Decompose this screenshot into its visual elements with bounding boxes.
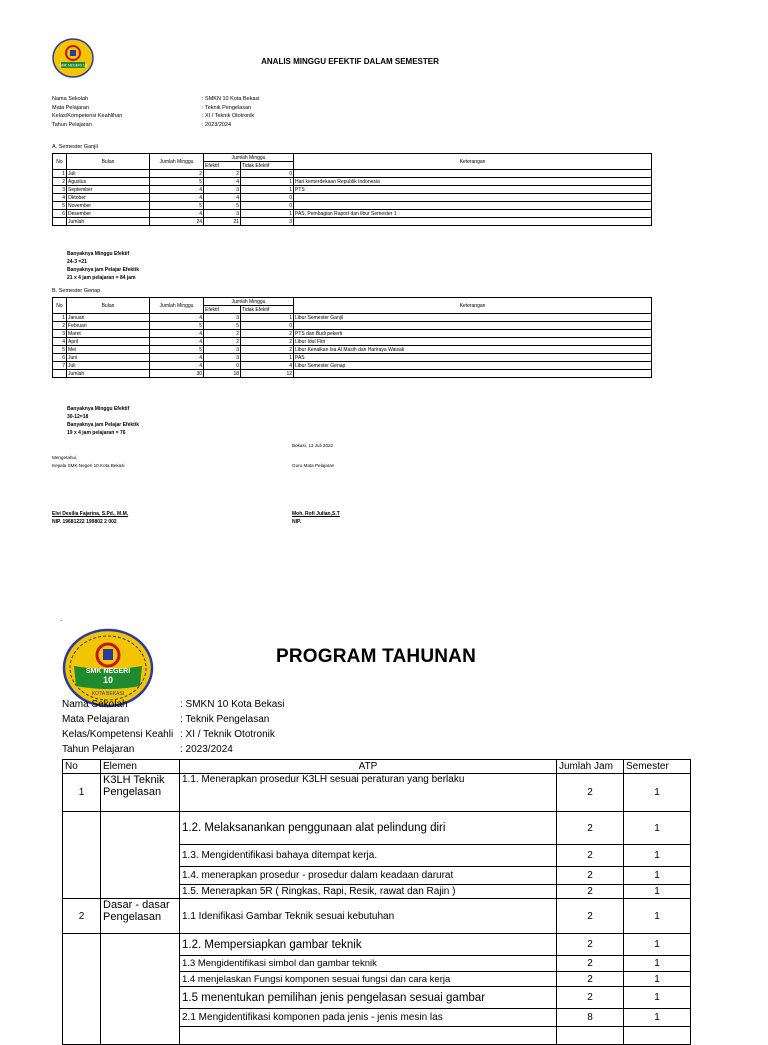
cell: 4 xyxy=(150,314,204,322)
cell: Februari xyxy=(67,322,150,330)
semester-cell: 1 xyxy=(624,885,691,899)
jam-cell: 2 xyxy=(557,972,624,987)
analisis-title: ANALIS MINGGU EFEKTIF DALAM SEMESTER xyxy=(261,57,439,66)
cell: Agustus xyxy=(67,178,150,186)
cell: 1 xyxy=(53,314,67,322)
cell: Libur Kenaikan Isa Al Masih dan Hariraya Waisak xyxy=(294,346,652,354)
semester-genap-table xyxy=(52,297,652,378)
cell: 4 xyxy=(150,186,204,194)
cell: 0 xyxy=(204,362,241,370)
cell: 4 xyxy=(53,194,67,202)
cell: PAS xyxy=(294,354,652,362)
cell: Juli xyxy=(67,362,150,370)
col-header-no: No xyxy=(53,154,67,170)
semester-cell: 1 xyxy=(624,956,691,972)
table-row-total xyxy=(53,370,652,378)
jam-cell: 2 xyxy=(557,987,624,1009)
program-tahunan-table xyxy=(62,759,691,1045)
info-value: : XI / Teknik Ototronik xyxy=(202,113,255,120)
info-label: Mata Pelajaran xyxy=(52,104,89,111)
cell: 2 xyxy=(53,178,67,186)
cell: 0 xyxy=(241,170,294,178)
semester-cell: 1 xyxy=(624,845,691,867)
col-header-jumlah: Jumlah Minggu xyxy=(150,298,204,314)
cell: 5 xyxy=(150,346,204,354)
cell: Mei xyxy=(67,346,150,354)
table-row xyxy=(53,362,652,370)
jam-cell: 8 xyxy=(557,1009,624,1027)
cell: Hari kemerdekaan Republik Indonesia xyxy=(294,178,652,186)
col-header-semester: Semester xyxy=(624,760,691,774)
cell: 0 xyxy=(241,194,294,202)
cell: Libur Semester Ganjil xyxy=(294,314,652,322)
jam-cell: 2 xyxy=(557,845,624,867)
cell: 5 xyxy=(204,322,241,330)
school-info xyxy=(52,95,259,129)
table-row xyxy=(53,186,652,194)
cell: 4 xyxy=(241,362,294,370)
atp-cell: 1.1. Menerapkan prosedur K3LH sesuai peraturan yang berlaku xyxy=(180,774,557,812)
atp-cell: 2.1 Mengidentifikasi komponen pada jenis - jenis mesin las xyxy=(180,1009,557,1027)
semester-ganjil-heading: A. Semester Ganjil xyxy=(52,144,98,150)
cell: Libur Idul Fitri xyxy=(294,338,652,346)
cell: 6 xyxy=(53,354,67,362)
table-row xyxy=(53,338,652,346)
info-value: : SMKN 10 Kota Bekasi xyxy=(180,699,285,710)
semester-cell: 1 xyxy=(624,934,691,956)
info-label: Nama Sekolah xyxy=(52,96,89,102)
info-value: : 2023/2024 xyxy=(180,744,233,755)
col-header-keterangan: Keterangan xyxy=(294,154,652,170)
col-header-elemen: Elemen xyxy=(101,760,180,774)
col-header-bulan: Bulan xyxy=(67,154,150,170)
table-row xyxy=(53,194,652,202)
note-line: Banyaknya Minggu Efektif xyxy=(67,251,130,257)
cell: 4 xyxy=(150,338,204,346)
semester-genap-heading: B. Semester Genap xyxy=(52,288,101,294)
school-logo xyxy=(52,38,94,78)
col-header-keterangan: Keterangan xyxy=(294,298,652,314)
program-tahunan-title: PROGRAM TAHUNAN xyxy=(276,646,477,667)
atp-cell: 1.2. Mempersiapkan gambar teknik xyxy=(180,934,557,956)
cell: 3 xyxy=(53,330,67,338)
atp-cell: 1.3. Mengidentifikasi bahaya ditempat kerja. xyxy=(180,845,557,867)
cell: September xyxy=(67,186,150,194)
info-value: : Teknik Pengelasan xyxy=(180,714,270,725)
col-header-jumlah-jam: Jumlah Jam xyxy=(557,760,624,774)
table-row xyxy=(63,899,691,934)
semester-cell: 1 xyxy=(624,987,691,1009)
logo-line: SMK NEGERI xyxy=(85,668,131,675)
cell: 2 xyxy=(53,322,67,330)
cell: 2 xyxy=(150,170,204,178)
atp-cell: 1.3 Mengidentifikasi simbol dan gambar teknik xyxy=(180,956,557,972)
table-row xyxy=(53,330,652,338)
cell: 21 xyxy=(204,218,241,226)
semester-cell: 1 xyxy=(624,774,691,812)
cell: 4 xyxy=(53,338,67,346)
cell: 4 xyxy=(150,194,204,202)
cell: 2 xyxy=(241,330,294,338)
cell: 3 xyxy=(241,218,294,226)
guru-title: Guru Mata Pelajaran xyxy=(292,463,335,468)
cell: 24 xyxy=(150,218,204,226)
cell: 1 xyxy=(241,186,294,194)
cell: 4 xyxy=(204,194,241,202)
element-no: 1 xyxy=(63,774,101,812)
place-date: Bekasi, 13 Juli 2022 xyxy=(292,443,334,448)
info-value: : 2023/2024 xyxy=(202,121,232,128)
jam-cell: 2 xyxy=(557,934,624,956)
atp-cell: 1.4 menjelaskan Fungsi komponen sesuai fungsi dan cara kerja xyxy=(180,972,557,987)
cell: 1 xyxy=(241,314,294,322)
logo-caption: SMK NEGERI 10 xyxy=(59,63,87,68)
table-row xyxy=(53,170,652,178)
cell: April xyxy=(67,338,150,346)
info-value: : SMKN 10 Kota Bekasi xyxy=(202,96,260,102)
table-row xyxy=(53,178,652,186)
cell: 3 xyxy=(204,210,241,218)
cell: 5 xyxy=(150,322,204,330)
cell: 4 xyxy=(150,354,204,362)
col-header-tidak-efektif: Tidak Efektif xyxy=(241,306,294,314)
semester-cell: 1 xyxy=(624,867,691,885)
atp-cell: 1.5 menentukan pemilihan jenis pengelasan sesuai gambar xyxy=(180,987,557,1009)
element-no-empty xyxy=(63,812,101,899)
table-row-total xyxy=(53,218,652,226)
table-row xyxy=(53,346,652,354)
cell xyxy=(294,194,652,202)
school-info-2 xyxy=(62,697,285,757)
semester-genap-notes xyxy=(67,405,139,437)
guru-nip: NIP. xyxy=(292,519,302,525)
semester-cell: 1 xyxy=(624,899,691,934)
cell: 18 xyxy=(204,370,241,378)
cell xyxy=(53,218,67,226)
cell: 2 xyxy=(204,170,241,178)
info-value: : Teknik Pengelasan xyxy=(202,104,252,111)
note-line: 30-12=18 xyxy=(67,414,89,420)
cell: 4 xyxy=(150,210,204,218)
element-no: 2 xyxy=(63,899,101,934)
jam-cell: 2 xyxy=(557,774,624,812)
guru-name: Moh. Rofi Julian,S.T xyxy=(292,511,340,517)
col-header-tidak-efektif: Tidak Efektif xyxy=(241,162,294,170)
cell: 5 xyxy=(150,202,204,210)
cell: Maret xyxy=(67,330,150,338)
element-name: K3LH Teknik Pengelasan xyxy=(101,774,180,812)
cell: Januari xyxy=(67,314,150,322)
cell xyxy=(294,218,652,226)
cell: 1 xyxy=(241,354,294,362)
col-header-atp: ATP xyxy=(180,760,557,774)
jam-cell: 2 xyxy=(557,899,624,934)
table-row xyxy=(53,202,652,210)
cell: 1 xyxy=(53,170,67,178)
table-row xyxy=(53,210,652,218)
cell: 3 xyxy=(204,314,241,322)
atp-cell: 1.2. Melaksanankan penggunaan alat pelindung diri xyxy=(180,812,557,845)
table-row xyxy=(63,774,691,812)
cell: 4 xyxy=(150,330,204,338)
cell: Juni xyxy=(67,354,150,362)
jam-cell: 2 xyxy=(557,812,624,845)
semester-cell: 1 xyxy=(624,972,691,987)
info-label: Kelas/Kompetensi Keahlihan xyxy=(52,113,123,120)
cell: PAS, Pembagian Raport dan libur Semester 1 xyxy=(294,210,652,218)
col-header-jumlah: Jumlah Minggu xyxy=(150,154,204,170)
jam-cell: 2 xyxy=(557,956,624,972)
table-row xyxy=(63,934,691,956)
cell: Jumlah xyxy=(67,218,150,226)
info-label: Nama Sekolah xyxy=(62,699,128,710)
note-line: 24-3 =21 xyxy=(67,259,87,265)
cell: 4 xyxy=(204,178,241,186)
cell: 5 xyxy=(53,346,67,354)
note-line: 21 x 4 jam pelajaran = 84 jam xyxy=(67,275,136,281)
semester-cell: 1 xyxy=(624,812,691,845)
cell: 3 xyxy=(204,186,241,194)
atp-cell: 1.4. menerapkan prosedur - prosedur dalam keadaan darurat xyxy=(180,867,557,885)
semester-ganjil-notes xyxy=(67,250,139,282)
semester-cell: 1 xyxy=(624,1009,691,1027)
cell: 2 xyxy=(204,330,241,338)
col-header-no: No xyxy=(63,760,101,774)
atp-cell: 1.5. Menerapkan 5R ( Ringkas, Rapi, Resik, rawat dan Rajin ) xyxy=(180,885,557,899)
col-header-efektif: Efektif xyxy=(204,162,241,170)
logo-line: KOTA BEKASI xyxy=(91,691,125,697)
cell xyxy=(294,202,652,210)
cell xyxy=(294,370,652,378)
element-name-empty xyxy=(101,934,180,1045)
kepala-nip: NIP. 19681222 199802 2 002 xyxy=(52,519,117,525)
cell: 12 xyxy=(241,370,294,378)
note-line: Banyaknya jam Pelajar Efektik xyxy=(67,422,139,428)
cell: 2 xyxy=(241,338,294,346)
info-label: Tahun Pelajaran xyxy=(62,744,135,755)
info-value: : XI / Teknik Ototronik xyxy=(180,729,275,740)
col-header-bulan: Bulan xyxy=(67,298,150,314)
cell: 0 xyxy=(241,322,294,330)
note-line: Banyaknya jam Pelajar Efektik xyxy=(67,267,139,273)
cell: 2 xyxy=(241,346,294,354)
table-row xyxy=(53,322,652,330)
cell: 4 xyxy=(150,362,204,370)
atp-cell: 1.1 Idenifikasi Gambar Teknik sesuai kebutuhan xyxy=(180,899,557,934)
cell: 5 xyxy=(150,178,204,186)
cell: 5 xyxy=(53,202,67,210)
cell: 30 xyxy=(150,370,204,378)
cell: 6 xyxy=(53,210,67,218)
table-row xyxy=(63,812,691,845)
kepala-title: Kepala SMK Negeri 10 Kota Bekasi xyxy=(52,463,125,468)
col-header-jumlah-minggu: Jumlah Minggu xyxy=(204,154,294,162)
cell: 1 xyxy=(241,210,294,218)
cell: Jumlah xyxy=(67,370,150,378)
cell: 7 xyxy=(53,362,67,370)
note-line: Banyaknya Minggu Efektif xyxy=(67,406,130,412)
col-header-no: No xyxy=(53,298,67,314)
cell: 3 xyxy=(204,346,241,354)
cell xyxy=(53,370,67,378)
table-row xyxy=(53,314,652,322)
page-separator: . xyxy=(60,614,63,623)
cell: 0 xyxy=(241,202,294,210)
cell: 3 xyxy=(53,186,67,194)
cell: 2 xyxy=(204,338,241,346)
cell: PTS xyxy=(294,186,652,194)
element-no-empty xyxy=(63,934,101,1045)
table-row xyxy=(53,354,652,362)
cell xyxy=(294,322,652,330)
cell: 3 xyxy=(204,354,241,362)
cell: Libur Semester Genap xyxy=(294,362,652,370)
cell: Desember xyxy=(67,210,150,218)
cell: 1 xyxy=(241,178,294,186)
info-label: Mata Pelajaran xyxy=(62,714,130,725)
logo-line: 10 xyxy=(102,675,114,685)
cell: November xyxy=(67,202,150,210)
jam-cell: 2 xyxy=(557,885,624,899)
element-name-empty xyxy=(101,812,180,899)
info-label: Tahun Pelajaran xyxy=(52,121,92,128)
col-header-jumlah-minggu: Jumlah Minggu xyxy=(204,298,294,306)
cell: PTS dan Budi pekerti xyxy=(294,330,652,338)
kepala-name: Elvi Desilia Fajarina, S.Pd., M.M. xyxy=(52,511,129,517)
cell: 5 xyxy=(204,202,241,210)
school-logo-large xyxy=(62,628,154,708)
element-name: Dasar - dasar Pengelasan xyxy=(101,899,180,934)
cell xyxy=(294,170,652,178)
note-line: 19 x 4 jam pelajaran = 76 xyxy=(67,430,126,436)
jam-cell: 2 xyxy=(557,867,624,885)
mengetahui-label: Mengetahui, xyxy=(52,455,78,460)
info-label: Kelas/Kompetensi Keahli xyxy=(62,729,174,740)
cell: Juli xyxy=(67,170,150,178)
col-header-efektif: Efektif xyxy=(204,306,241,314)
cell: Oktober xyxy=(67,194,150,202)
semester-ganjil-table xyxy=(52,153,652,226)
